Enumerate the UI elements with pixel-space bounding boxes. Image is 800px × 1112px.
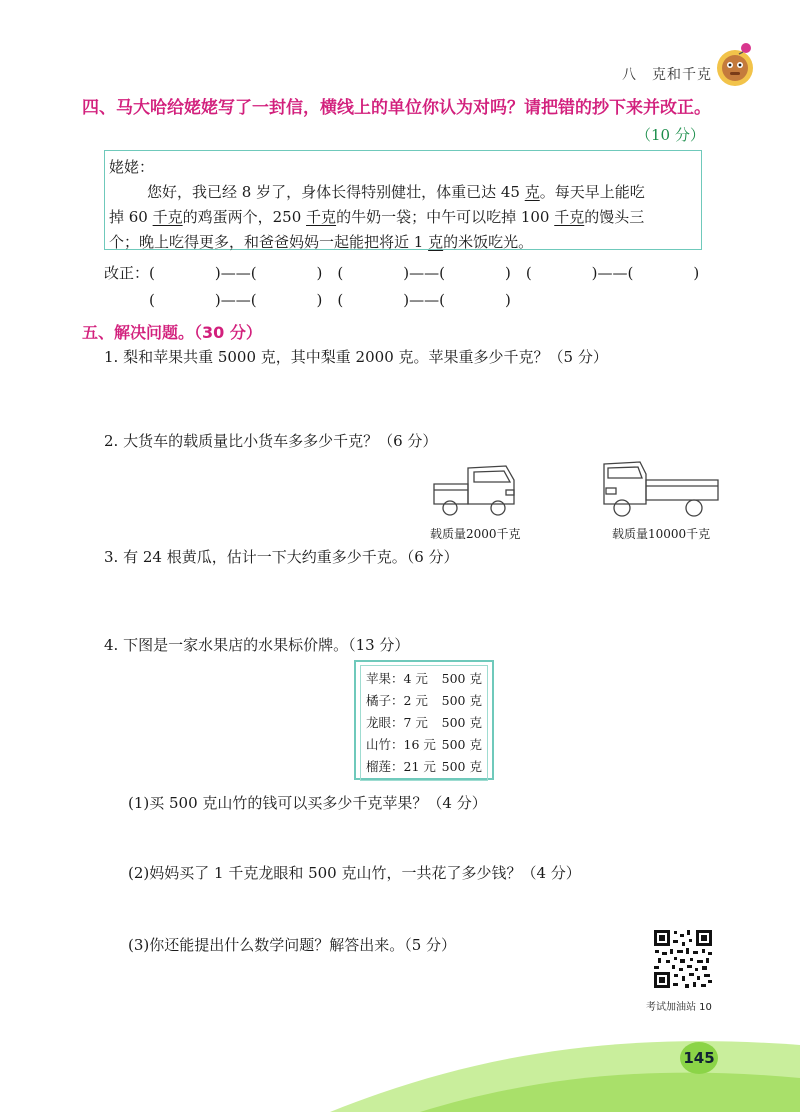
price-row: 榴莲：21 元 500 克 — [366, 759, 482, 774]
page-number: 145 — [680, 1042, 718, 1074]
question-4: 4. 下图是一家水果店的水果标价牌。（13 分） — [104, 636, 410, 654]
big-truck-caption: 载质量10000千克 — [612, 527, 711, 541]
section-4-score: （10 分） — [636, 126, 705, 144]
correction-row-1[interactable]: 改正：( )——( ) ( )——( ) ( )——( ) — [104, 264, 700, 282]
robot-mascot-icon — [712, 40, 758, 90]
fruit-price-board — [354, 660, 494, 780]
price-row: 山竹：16 元 500 克 — [366, 737, 482, 752]
price-row: 苹果：4 元 500 克 — [366, 671, 482, 686]
letter-line-1: 您好，我已经 8 岁了，身体长得特别健壮，体重已达 45 克。每天早上能吃 — [147, 183, 645, 201]
question-3: 3. 有 24 根黄瓜，估计一下大约重多少千克。（6 分） — [104, 548, 459, 566]
letter-greeting: 姥姥： — [109, 158, 155, 176]
qr-code-icon[interactable] — [652, 928, 714, 990]
question-4-3: (3)你还能提出什么数学问题？解答出来。（5 分） — [128, 936, 457, 954]
correction-row-2[interactable]: ( )——( ) ( )——( ) — [104, 291, 511, 309]
letter-line-2: 掉 60 千克的鸡蛋两个，250 千克的牛奶一袋；中午可以吃掉 100 千克的馒头三 — [109, 208, 645, 226]
question-2: 2. 大货车的载质量比小货车多多少千克？（6 分） — [104, 432, 438, 450]
letter-box — [104, 150, 702, 250]
price-row: 龙眼：7 元 500 克 — [366, 715, 482, 730]
question-4-1: (1)买 500 克山竹的钱可以买多少千克苹果？（4 分） — [128, 794, 487, 812]
section-4-title: 四、马大哈给姥姥写了一封信，横线上的单位你认为对吗？请把错的抄下来并改正。 — [82, 98, 711, 118]
small-truck-image — [428, 460, 528, 522]
big-truck-image — [598, 454, 722, 522]
question-1: 1. 梨和苹果共重 5000 克，其中梨重 2000 克。苹果重多少千克？（5 分） — [104, 348, 608, 366]
qr-caption: 考试加油站 10 — [646, 1002, 712, 1013]
section-5-title: 五、解决问题。（30 分） — [82, 323, 262, 342]
small-truck-caption: 载质量2000千克 — [430, 527, 521, 541]
price-row: 橘子：2 元 500 克 — [366, 693, 482, 708]
chapter-header: 八 克和千克 — [622, 67, 712, 83]
letter-line-3: 个；晚上吃得更多，和爸爸妈妈一起能把将近 1 克的米饭吃光。 — [109, 233, 534, 251]
question-4-2: (2)妈妈买了 1 千克龙眼和 500 克山竹，一共花了多少钱？（4 分） — [128, 864, 581, 882]
